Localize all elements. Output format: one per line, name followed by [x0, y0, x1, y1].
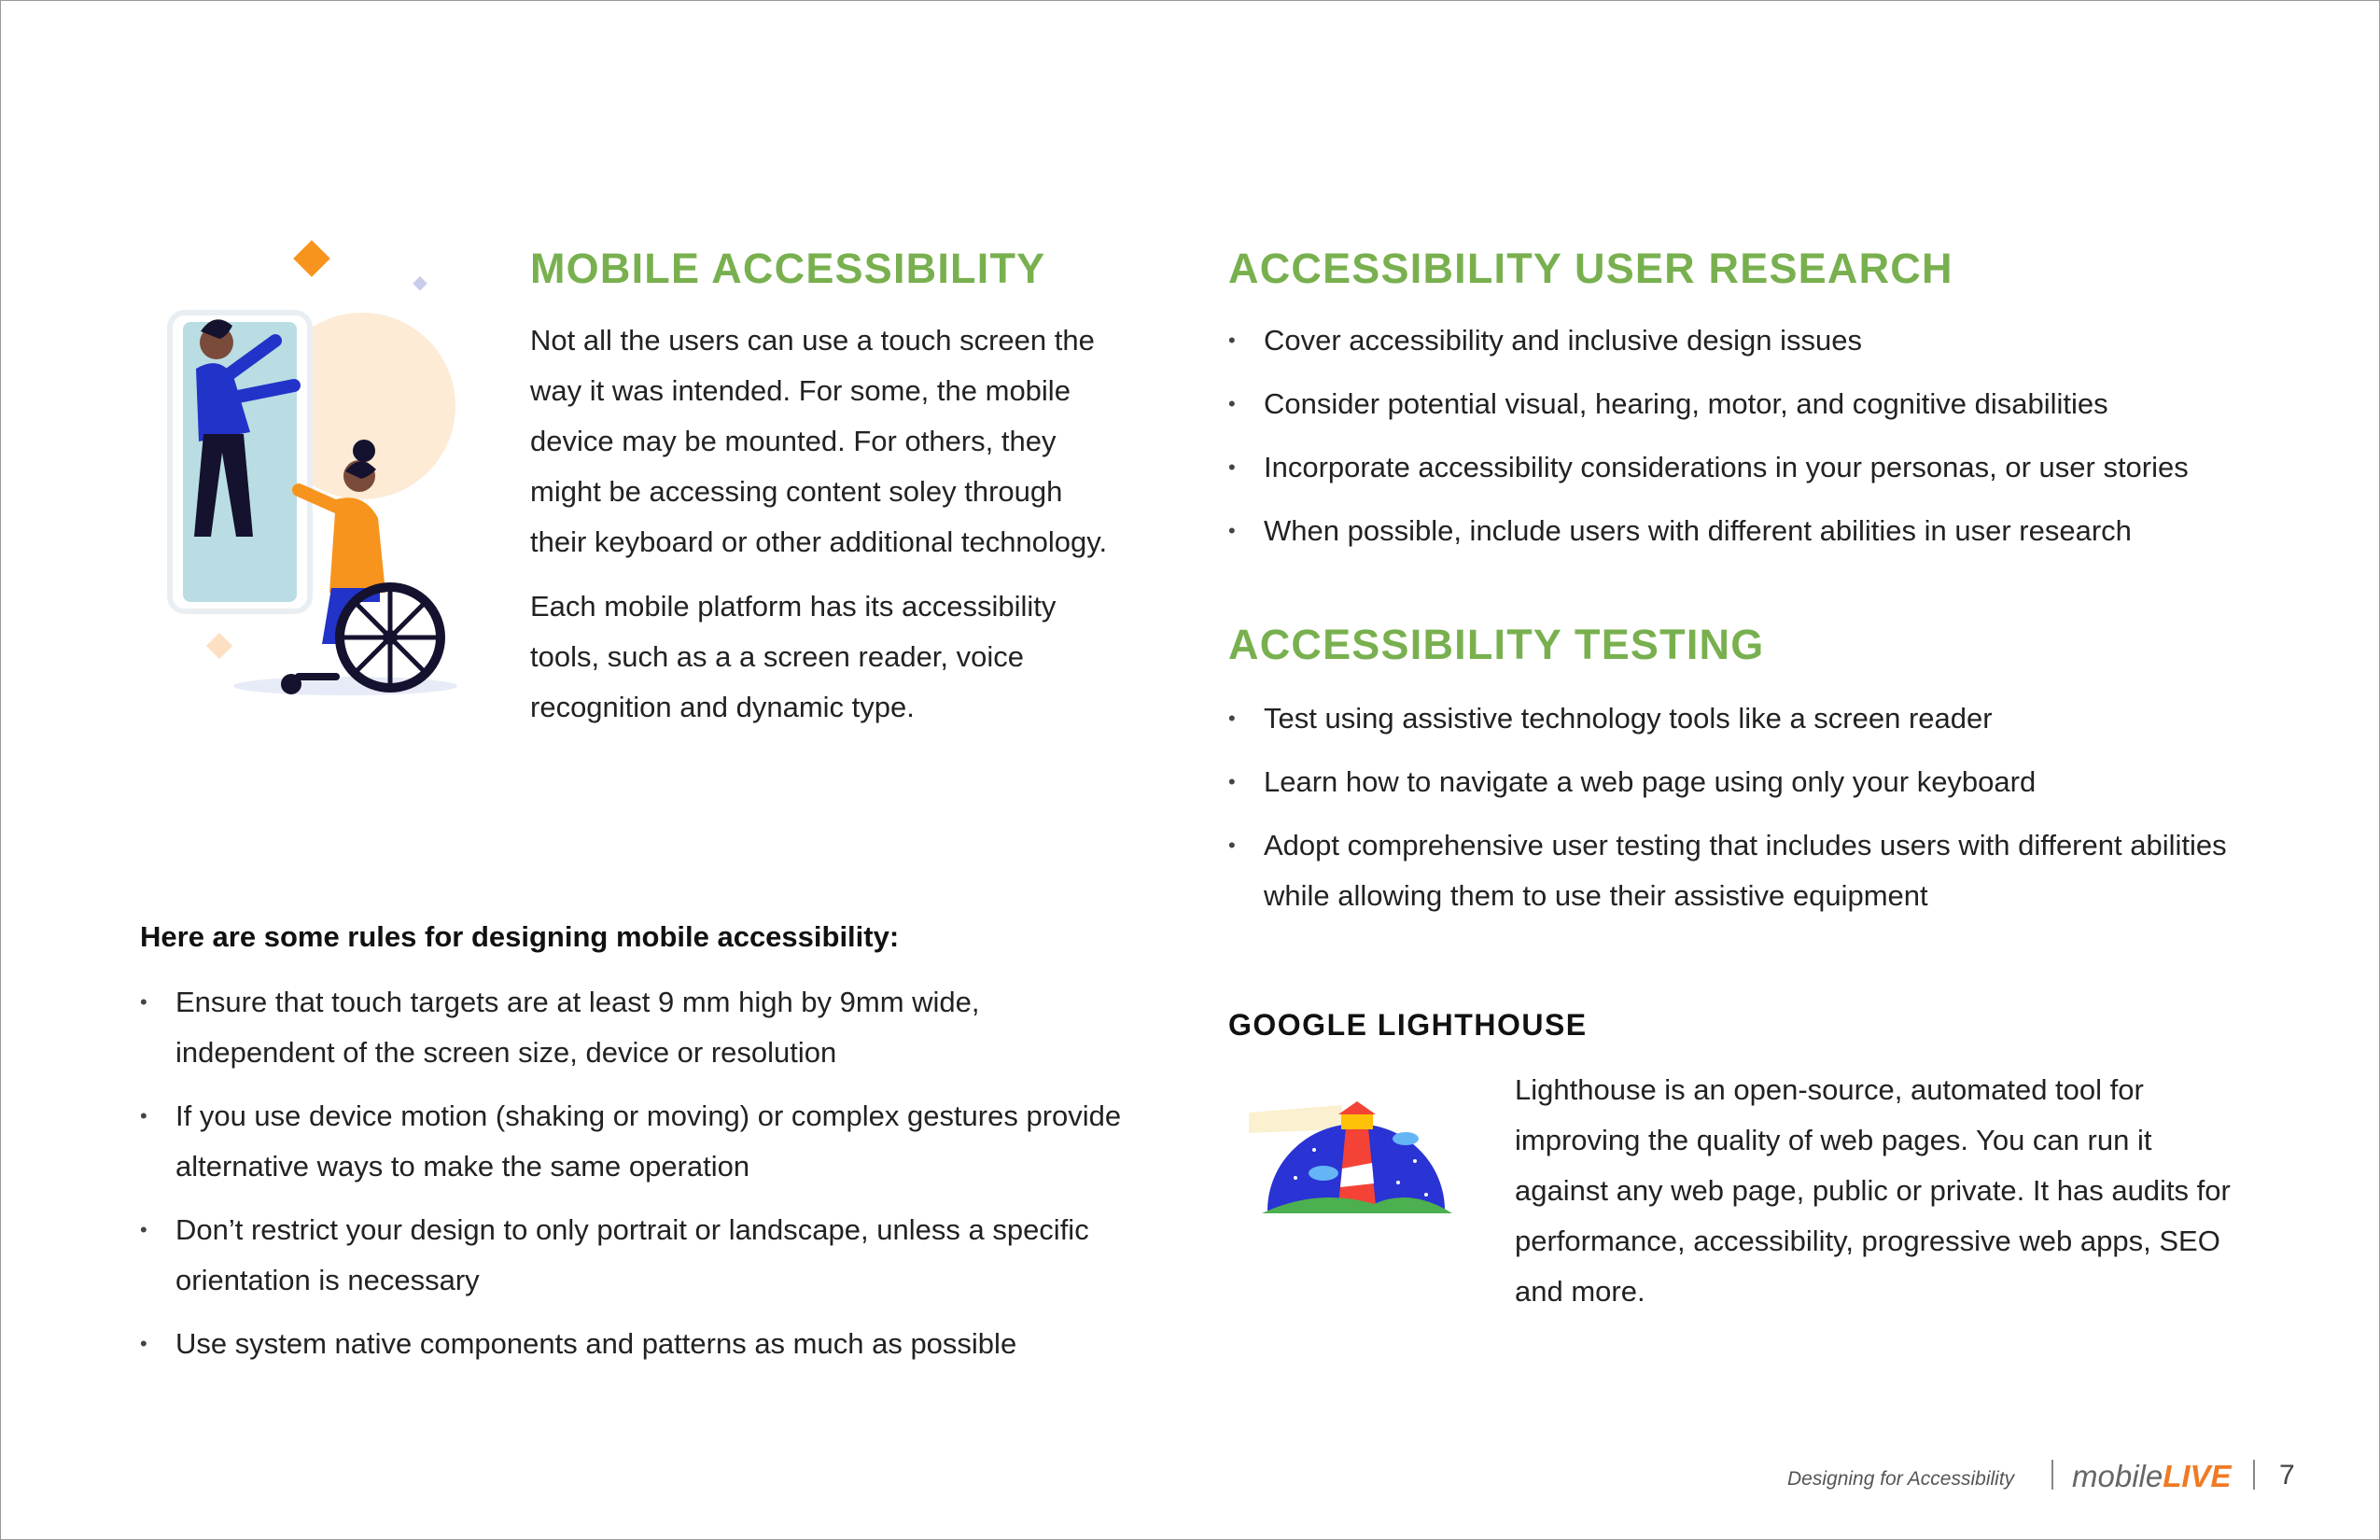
bullet-icon: • — [140, 990, 147, 1014]
list-item — [140, 1091, 1129, 1192]
page-number: 7 — [2279, 1460, 2295, 1491]
bullet-icon: • — [1228, 392, 1236, 415]
testing-heading: ACCESSIBILITY TESTING — [1228, 621, 1765, 668]
research-item-text: When possible, include users with different abilities in user research — [1264, 514, 2132, 547]
mobile-accessibility-heading: MOBILE ACCESSIBILITY — [530, 245, 1046, 292]
bullet-icon: • — [1228, 519, 1236, 542]
research-item-text: Incorporate accessibility considerations in your personas, or user stories — [1264, 451, 2189, 483]
testing-list — [1228, 693, 2255, 934]
rule-text: Ensure that touch targets are at least 9 mm high by 9mm wide, independent of the screen size, device or resolution — [175, 986, 980, 1069]
rule-text: If you use device motion (shaking or moving) or complex gestures provide alternative ways to make the same operation — [175, 1099, 1122, 1183]
testing-item-text: Adopt comprehensive user testing that includes users with different abilities while allowing them to use their assistive equipment — [1264, 829, 2227, 912]
bullet-icon: • — [140, 1332, 147, 1355]
bullet-icon: • — [1228, 455, 1236, 479]
list-item — [1228, 315, 2292, 366]
footer-divider — [2253, 1460, 2255, 1490]
footer-doc-title: Designing for Accessibility — [1787, 1468, 2015, 1490]
rules-intro: Here are some rules for designing mobile accessibility: — [140, 920, 900, 953]
lighthouse-description: Lighthouse is an open-source, automated tool for improving the quality of web pages. You can run it against any web page, public or private. It has audits for performance, accessibility, progressive web apps, SEO and more. — [1515, 1073, 2231, 1308]
user-research-list — [1228, 315, 2292, 569]
mobile-accessibility-paragraph-2: Each mobile platform has its accessibility tools, such as a a screen reader, voice recognition and dynamic type. — [530, 590, 1057, 723]
list-item — [1228, 506, 2292, 556]
bullet-icon: • — [1228, 833, 1236, 857]
brand-logo — [2072, 1459, 2232, 1494]
testing-item-text: Learn how to navigate a web page using only your keyboard — [1264, 765, 2037, 798]
list-item — [1228, 820, 2255, 921]
testing-item-text: Test using assistive technology tools like a screen reader — [1264, 702, 1993, 735]
brand-name-part1: mobile — [2072, 1459, 2163, 1493]
list-item — [140, 977, 1129, 1078]
rule-text: Don’t restrict your design to only portrait or landscape, unless a specific orientation is necessary — [175, 1213, 1089, 1296]
footer-divider — [2051, 1460, 2053, 1490]
research-item-text: Cover accessibility and inclusive design issues — [1264, 324, 1862, 357]
list-item — [140, 1205, 1129, 1306]
rules-list — [140, 977, 1129, 1382]
list-item — [1228, 379, 2292, 429]
bullet-icon: • — [1228, 770, 1236, 793]
list-item — [1228, 693, 2255, 744]
bullet-icon: • — [140, 1104, 147, 1127]
rule-text: Use system native components and patterns as much as possible — [175, 1327, 1017, 1360]
list-item — [1228, 757, 2255, 807]
user-research-heading: ACCESSIBILITY USER RESEARCH — [1228, 245, 1953, 292]
research-item-text: Consider potential visual, hearing, motor, and cognitive disabilities — [1264, 387, 2108, 420]
mobile-accessibility-body — [530, 315, 1109, 747]
mobile-accessibility-paragraph-1: Not all the users can use a touch screen the way it was intended. For some, the mobile device may be mounted. For others, they might be accessing content soley through their keyboard or other additional technology. — [530, 324, 1108, 558]
brand-name-part2: LIVE — [2163, 1459, 2232, 1493]
lighthouse-logo-icon — [1249, 1094, 1452, 1217]
bullet-icon: • — [1228, 329, 1236, 352]
list-item — [140, 1319, 1129, 1369]
list-item — [1228, 442, 2292, 493]
wheelchair-user-illustration-icon — [159, 238, 457, 705]
lighthouse-heading: GOOGLE LIGHTHOUSE — [1228, 1008, 1588, 1042]
bullet-icon: • — [140, 1218, 147, 1241]
bullet-icon: • — [1228, 707, 1236, 730]
